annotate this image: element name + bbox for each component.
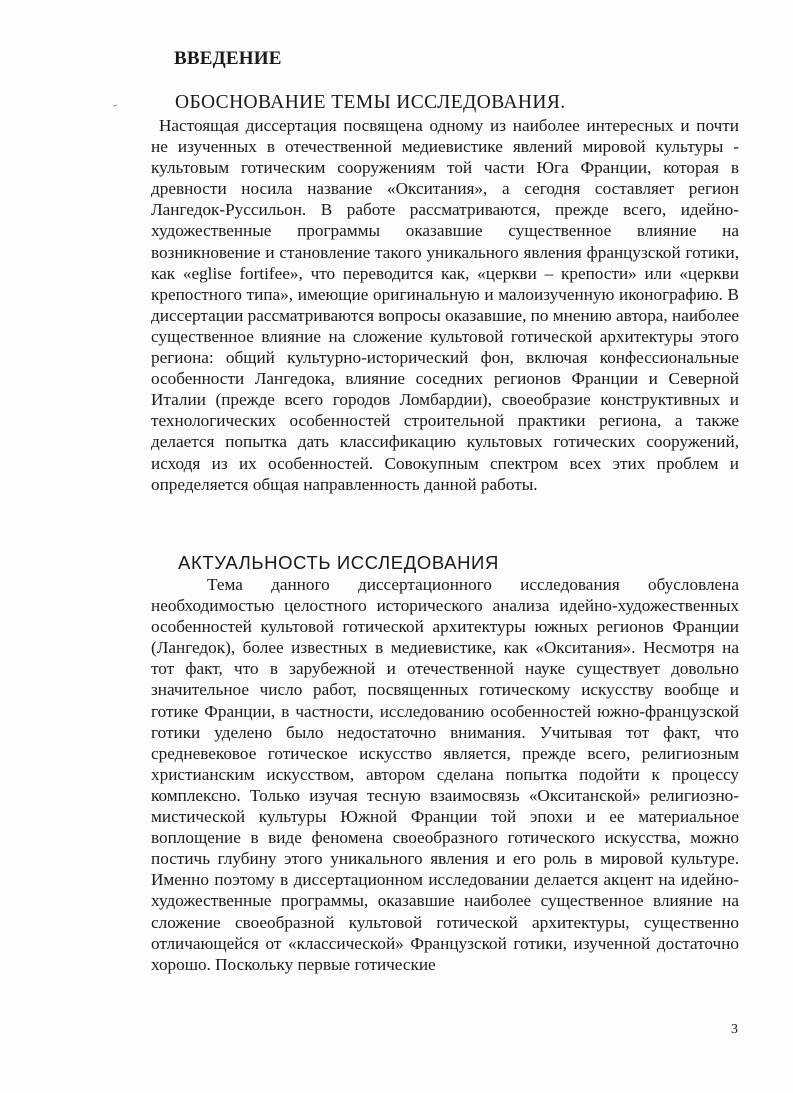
scan-speck (113, 104, 117, 106)
section-heading-relevance: АКТУАЛЬНОСТЬ ИССЛЕДОВАНИЯ (178, 552, 499, 573)
page-number: 3 (731, 1022, 738, 1037)
section-paragraph-relevance: Тема данного диссертационного исследования обусловлена необходимостью целостного исторического анализа идейно-художественных особенностей культовой готической архитектуры южных регионов Франции (Лангедок), более известных в медиевистике, как «Окситания». Несмотря на тот факт, что в зарубежной и отечественной науке существует довольно значительное число работ, посвященных готическому искусству вообще и готике Франции, в частности, исследованию особенностей южно-французской готики уделено было недостаточно внимания. Учитывая тот факт, что средневековое готическое искусство является, прежде всего, религиозным христианским искусством, автором сделана попытка подойти к процессу комплексно. Только изучая тесную взаимосвязь «Окситанской» религиозно-мистической культуры Южной Франции той эпохи и ее материальное воплощение в виде феномена своеобразного готического искусства, можно постичь глубину этого уникального явления и его роль в мировой культуре. Именно поэтому в диссертационном исследовании делается акцент на идейно-художественные программы, оказавшие наиболее существенное влияние на сложение своеобразной культовой готической архитектуры, существенно отличающейся от «классической» Французской готики, изученной достаточно хорошо. Поскольку первые готические (151, 575, 739, 974)
document-title: ВВЕДЕНИЕ (174, 48, 282, 69)
section-heading-rationale: ОБОСНОВАНИЕ ТЕМЫ ИССЛЕДОВАНИЯ. (175, 92, 566, 113)
section-paragraph-rationale: Настоящая диссертация посвящена одному из наиболее интересных и почти не изученных в отечественной медиевистике явлений мировой культуры - культовым готическим сооружениям той части Юга Франции, которая в древности носила название «Окситания», а сегодня составляет регион Лангедок-Руссильон. В работе рассматриваются, прежде всего, идейно-художественные программы оказавшие существенное влияние на возникновение и становление такого уникального явления французской готики, как «eglise fortifee», что переводится как, «церкви – крепости» или «церкви крепостного типа», имеющие оригинальную и малоизученную иконографию. В диссертации рассматриваются вопросы оказавшие, по мнению автора, наиболее существенное влияние на сложение культовой готической архитектуры этого региона: общий культурно-исторический фон, включая конфессиональные особенности Лангедока, влияние соседних регионов Франции и Северной Италии (прежде всего городов Ломбардии), своеобразие конструктивных и технологических особенностей строительной практики региона, а также делается попытка дать классификацию культовых готических сооружений, исходя из их особенностей. Совокупным спектром всех этих проблем и определяется общая направленность данной работы. (151, 116, 739, 494)
